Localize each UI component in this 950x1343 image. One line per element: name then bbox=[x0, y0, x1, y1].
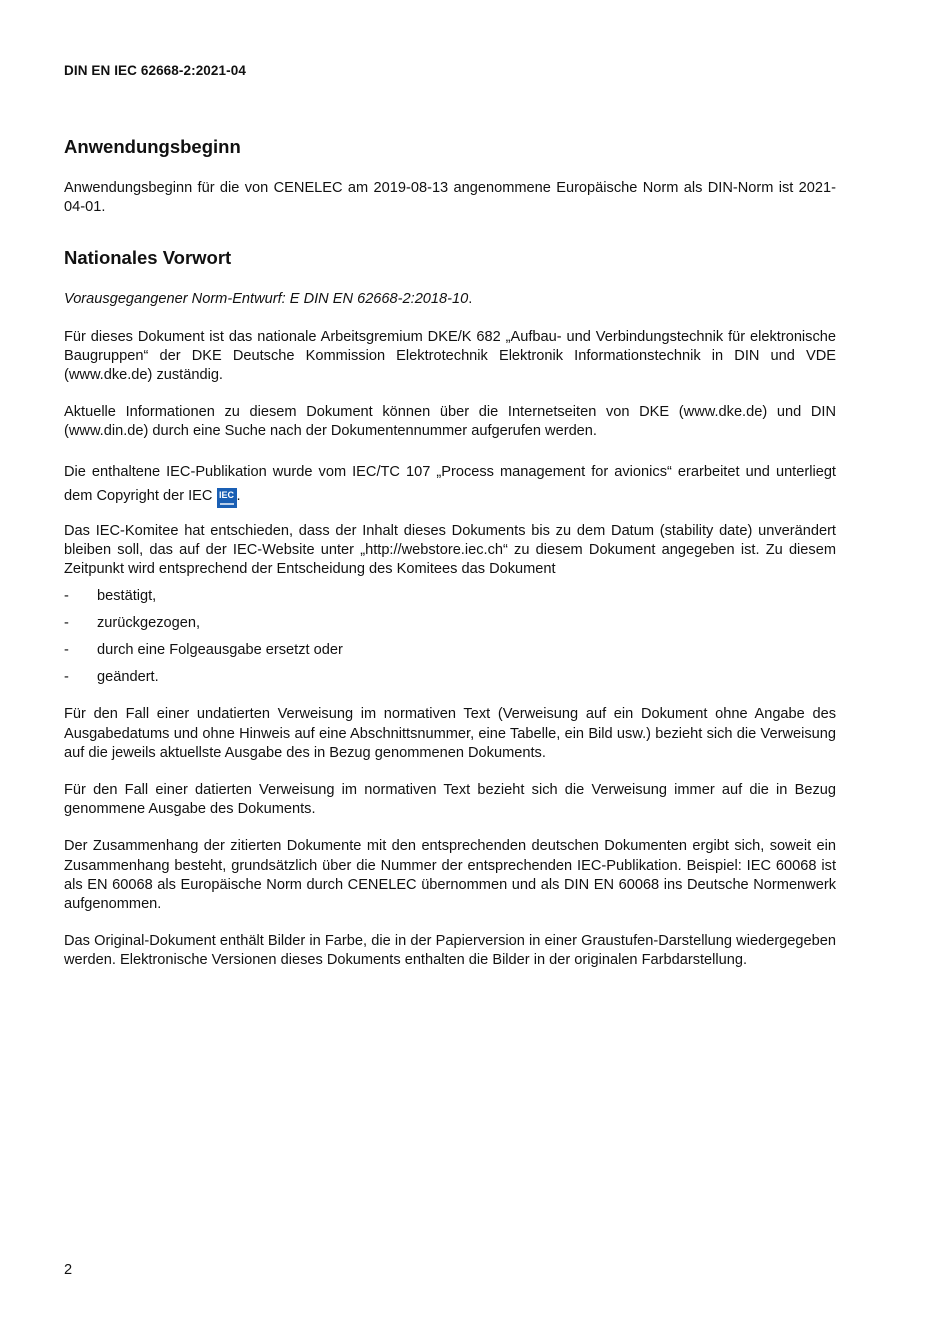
vorwort-paragraph-6: Für den Fall einer datierten Verweisung im normativen Text bezieht sich die Verweisung immer auf die in Bezug genommene Ausgabe des Dokuments. bbox=[64, 782, 836, 818]
vorwort-paragraph-4: Das IEC-Komitee hat entschieden, dass der Inhalt dieses Dokuments bis zu dem Datum (stability date) unverändert bleiben soll, das auf der IEC-Website unter „http://webstore.iec.ch“ zu diesem Dokument angegeben ist. Zu diesem Zeitpunkt wird entsprechend der Entscheidung des Komitees das Dokument bbox=[64, 522, 836, 578]
section-title-nationales-vorwort: Nationales Vorwort bbox=[64, 247, 232, 269]
list-item bbox=[64, 641, 836, 660]
iec-logo-icon: IEC bbox=[217, 488, 237, 508]
list-dash: - bbox=[64, 642, 69, 659]
document-id: DIN EN IEC 62668-2:2021-04 bbox=[64, 63, 246, 78]
vorwort-paragraph-5: Für den Fall einer undatierten Verweisung im normativen Text (Verweisung auf ein Dokument ohne Angabe des Ausgabedatums und ohne Hinweis auf eine Abschnittsnummer, eine Tabelle, ein Bild usw.) bezieht sich die Verweisung auf die jeweils aktuellste Ausgabe des in Bezug genommenen Dokuments. bbox=[64, 706, 836, 761]
page-number: 2 bbox=[64, 1262, 73, 1278]
previous-draft-period: . bbox=[468, 291, 473, 308]
list-item-text: bestätigt, bbox=[97, 588, 157, 605]
list-item bbox=[64, 614, 836, 633]
anwendungsbeginn-text: Anwendungsbeginn für die von CENELEC am 2019-08-13 angenommene Europäische Norm als DIN-Norm ist 2021-04-01. bbox=[64, 180, 836, 216]
list-item-text: geändert. bbox=[97, 669, 159, 686]
list-item-text: durch eine Folgeausgabe ersetzt oder bbox=[97, 642, 343, 659]
page-content bbox=[64, 136, 836, 989]
vorwort-paragraph-3-text: Die enthaltene IEC-Publikation wurde vom IEC/TC 107 „Process management for avionics“ erarbeitet und unterliegt dem Copyright der IEC bbox=[64, 463, 836, 504]
decision-list bbox=[64, 587, 836, 687]
list-dash: - bbox=[64, 588, 69, 605]
vorwort-paragraph-3-end: . bbox=[236, 487, 241, 504]
list-item-text: zurückgezogen, bbox=[97, 615, 201, 632]
section-title-anwendungsbeginn: Anwendungsbeginn bbox=[64, 136, 241, 157]
vorwort-paragraph-2: Aktuelle Informationen zu diesem Dokument können über die Internetseiten von DKE (www.dke.de) und DIN (www.din.de) durch eine Suche nach der Dokumentennummer aufgerufen werden. bbox=[64, 404, 836, 440]
list-item bbox=[64, 587, 836, 606]
vorwort-paragraph-3 bbox=[64, 460, 836, 508]
previous-draft-text: Vorausgegangener Norm-Entwurf: E DIN EN 62668-2:2018-10 bbox=[64, 291, 469, 308]
vorwort-paragraph-7: Der Zusammenhang der zitierten Dokumente mit den entsprechenden deutschen Dokumenten ergibt sich, soweit ein Zusammenhang besteht, grundsätzlich über die Nummer der entsprechenden IEC-Publikation. Beispiel: IEC 60068 ist als EN 60068 als Europäische Norm durch CENELEC übernommen und als DIN EN 60068 ins Deutsche Normenwerk aufgenommen. bbox=[64, 838, 836, 913]
list-item bbox=[64, 668, 836, 687]
list-dash: - bbox=[64, 669, 69, 686]
vorwort-paragraph-8: Das Original-Dokument enthält Bilder in Farbe, die in der Papierversion in einer Graustufen-Darstellung wiedergegeben werden. Elektronische Versionen dieses Dokuments enthalten die Bilder in der originalen Farbdarstellung. bbox=[64, 933, 836, 969]
vorwort-paragraph-1: Für dieses Dokument ist das nationale Arbeitsgremium DKE/K 682 „Aufbau- und Verbindungstechnik für elektronische Baugruppen“ der DKE Deutsche Kommission Elektrotechnik Elektronik Informationstechnik in DIN und VDE (www.dke.de) zuständig. bbox=[64, 328, 836, 384]
list-dash: - bbox=[64, 615, 69, 632]
previous-draft-paragraph bbox=[64, 290, 836, 309]
